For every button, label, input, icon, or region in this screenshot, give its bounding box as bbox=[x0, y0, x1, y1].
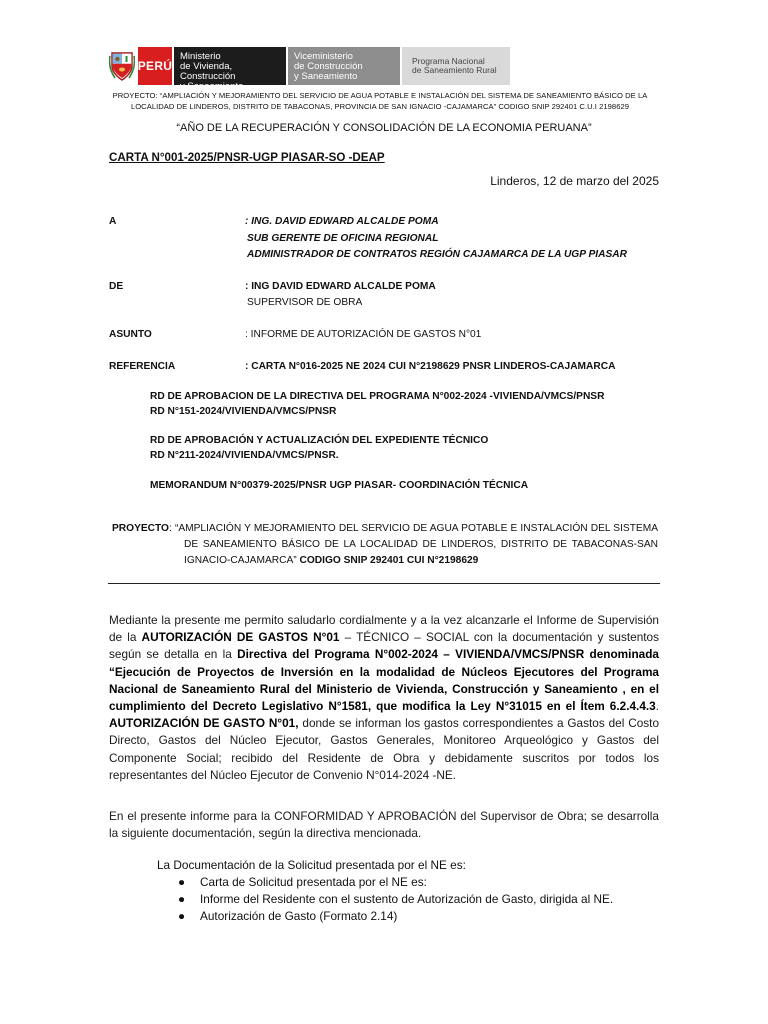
bullet-icon: ● bbox=[178, 875, 186, 889]
recipient-position: SUB GERENTE DE OFICINA REGIONAL bbox=[247, 233, 439, 244]
letter-number: CARTA N°001-2025/PNSR-UGP PIASAR-SO -DEAP bbox=[109, 151, 385, 164]
list-item: ● Carta de Solicitud presentada por el NE es: bbox=[178, 874, 613, 891]
project-code: CODIGO SNIP 292401 CUI N°2198629 bbox=[296, 555, 479, 566]
peru-coat-of-arms-icon bbox=[106, 47, 138, 85]
reference-item: RD N°151-2024/VIVIENDA/VMCS/PNSR bbox=[150, 406, 337, 417]
recipient-role: ADMINISTRADOR DE CONTRATOS REGIÓN CAJAMARCA DE LA UGP PIASAR bbox=[247, 249, 627, 260]
viceministerio-label: Viceministerio de Construcción y Saneamiento bbox=[286, 47, 400, 85]
sender-role: SUPERVISOR DE OBRA bbox=[247, 297, 363, 308]
reference-label: REFERENCIA bbox=[109, 361, 176, 372]
year-motto: “AÑO DE LA RECUPERACIÓN Y CONSOLIDACIÓN DE LA ECONOMIA PERUANA” bbox=[176, 122, 592, 134]
government-logo-band bbox=[106, 47, 510, 92]
reference-item: RD DE APROBACION DE LA DIRECTIVA DEL PROGRAMA N°002-2024 -VIVIENDA/VMCS/PNSR bbox=[150, 391, 605, 402]
letter-date: Linderos, 12 de marzo del 2025 bbox=[490, 174, 659, 188]
project-text: “AMPLIACIÓN Y MEJORAMIENTO DEL SERVICIO DE AGUA POTABLE E INSTALACIÓN DEL SISTEMA DE SANEAMIENTO BÁSICO DE LA LOCALIDAD DE LINDEROS, DISTRITO DE TABACONAS-SAN IGNACIO-CAJAMARCA” bbox=[174, 523, 658, 566]
reference-item: RD N°211-2024/VIVIENDA/VMCS/PNSR. bbox=[150, 450, 339, 461]
reference-value: : CARTA N°016-2025 NE 2024 CUI N°2198629 PNSR LINDEROS-CAJAMARCA bbox=[245, 361, 616, 372]
sender-name: : ING DAVID EDWARD ALCALDE POMA bbox=[245, 281, 436, 292]
project-header: PROYECTO: “AMPLIACIÓN Y MEJORAMIENTO DEL SERVICIO DE AGUA POTABLE E INSTALACIÓN DEL SISTEMA DE SANEAMIENTO BÁSICO DE LA LOCALIDAD DE LINDEROS, DISTRITO DE TABACONAS, PROVINCIA DE SAN IGNACIO -CAJAMARCA” CODIGO SNIP 292401 C.U.I 2198629 bbox=[112, 91, 648, 111]
project-label: PROYECTO bbox=[112, 523, 169, 534]
project-block: PROYECTO: “AMPLIACIÓN Y MEJORAMIENTO DEL SERVICIO DE AGUA POTABLE E INSTALACIÓN DEL SISTEMA DE SANEAMIENTO BÁSICO DE LA LOCALIDAD DE LINDEROS, DISTRITO DE TABACONAS-SAN IGNACIO-CAJAMARCA” CODIGO SNIP 292401 CUI N°2198629 bbox=[112, 523, 658, 566]
bullet-icon: ● bbox=[178, 892, 186, 907]
list-item: ● Autorización de Gasto (Formato 2.14) bbox=[178, 908, 613, 925]
divider bbox=[108, 583, 660, 584]
peru-badge: PERÚ bbox=[138, 47, 172, 85]
reference-item: MEMORANDUM N°00379-2025/PNSR UGP PIASAR- COORDINACIÓN TÉCNICA bbox=[150, 480, 529, 491]
ministerio-label: Ministerio de Vivienda, Construcción y Saneamiento bbox=[172, 47, 286, 85]
recipient-name: : ING. DAVID EDWARD ALCALDE POMA bbox=[245, 216, 439, 227]
recipient-label: A bbox=[109, 216, 117, 227]
documentation-list-title: La Documentación de la Solicitud presentada por el NE es: bbox=[157, 858, 466, 872]
body-paragraph-1: Mediante la presente me permito saludarlo cordialmente y a la vez alcanzarle el Informe de Supervisión de la AUTORIZACIÓN DE GASTOS N°01 – TÉCNICO – SOCIAL con la documentación y sustentos según se detalla en la Directiva del Programa N°002-2024 – VIVIENDA/VMCS/PNSR denominada “Ejecución de Proyectos de Inversión en la modalidad de Núcleos Ejecutores del Programa Nacional de Saneamiento Rural del Ministerio de Vivienda, Construcción y Saneamiento , en el cumplimiento del Decreto Legislativo N°1581, que modifica la Ley N°31015 en el Ítem 6.2.4.4.3. AUTORIZACIÓN DE GASTO N°01, donde se informan los gastos correspondientes a Gastos del Costo Directo, Gastos del Núcleo Ejecutor, Gastos Generales, Monitoreo Arqueológico y Gastos del Componente Social; recibido del Residente de Obra y debidamente suscritos por todos los representantes del Núcleo Ejecutor de Convenio N°014-2024 -NE. bbox=[109, 613, 660, 782]
documentation-list bbox=[178, 874, 613, 926]
reference-item: RD DE APROBACIÓN Y ACTUALIZACIÓN DEL EXPEDIENTE TÉCNICO bbox=[150, 435, 489, 446]
subject-label: ASUNTO bbox=[109, 329, 152, 340]
programa-label: Programa Nacional de Saneamiento Rural bbox=[400, 47, 510, 85]
bullet-icon: ● bbox=[178, 909, 186, 924]
sender-label: DE bbox=[109, 281, 124, 292]
subject-value: : INFORME DE AUTORIZACIÓN DE GASTOS N°01 bbox=[245, 329, 482, 340]
list-item: ● Informe del Residente con el sustento de Autorización de Gasto, dirigida al NE. bbox=[178, 891, 613, 908]
body-paragraph-2: En el presente informe para la CONFORMIDAD Y APROBACIÓN del Supervisor de Obra; se desarrolla la siguiente documentación, según la directiva mencionada. bbox=[109, 809, 659, 841]
